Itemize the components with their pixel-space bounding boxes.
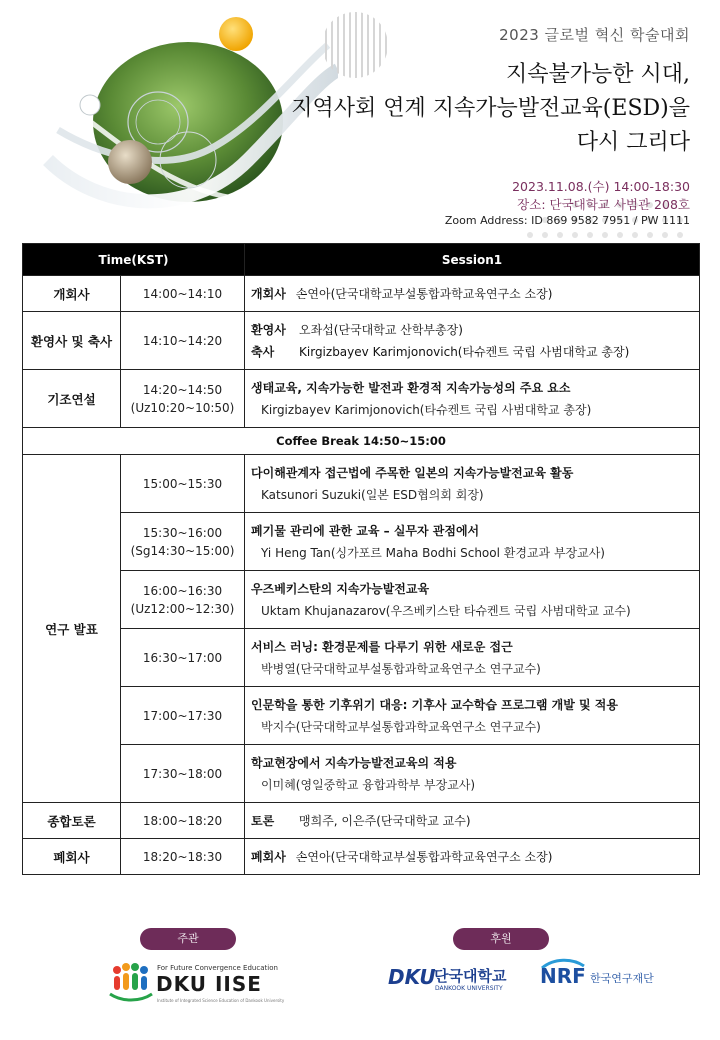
time-local: (Sg14:30~15:00)	[130, 543, 235, 558]
event-title	[291, 58, 690, 160]
row-content	[245, 571, 700, 629]
speaker: Uktam Khujanazarov(우즈베키스탄 타슈켄트 국립 사범대학교 교수)	[261, 603, 631, 618]
row-content	[245, 687, 700, 745]
table-header-row	[23, 244, 700, 276]
talk-title: 다이해관계자 접근법에 주목한 일본의 지속가능발전교육 활동	[251, 465, 574, 480]
row-label: 종합토론	[23, 803, 121, 839]
host-badge: 주관	[140, 928, 236, 950]
table-row	[23, 629, 700, 687]
row-time: 14:10~14:20	[121, 312, 245, 370]
role-label: 환영사	[251, 322, 286, 337]
coffee-break-row	[23, 428, 700, 455]
role-label: 폐회사	[251, 849, 286, 864]
person-name: 손연아(단국대학교부설통합과학교육연구소 소장)	[295, 286, 553, 301]
table-row	[23, 745, 700, 803]
time-local: (Uz12:00~12:30)	[130, 601, 235, 616]
event-date: 2023.11.08.(수) 14:00-18:30	[512, 179, 690, 194]
row-time	[121, 455, 245, 513]
iise-subtitle: Institute of Integrated Science Education of Dankook University	[157, 998, 285, 1003]
row-label: 연구 발표	[23, 455, 121, 803]
header-session: Session1	[245, 244, 700, 276]
row-label: 기조연설	[23, 370, 121, 428]
nrf-mark: NRF	[540, 964, 586, 988]
row-label: 개회사	[23, 276, 121, 312]
row-time	[121, 629, 245, 687]
talk-title: 학교현장에서 지속가능발전교육의 적용	[251, 755, 457, 770]
person-name: 맹희주, 이은주(단국대학교 교수)	[299, 813, 471, 828]
row-content	[245, 455, 700, 513]
speaker: 박지수(단국대학교부설통합과학교육연구소 연구교수)	[261, 719, 541, 734]
dku-mark: DKU	[388, 965, 436, 989]
row-time: 18:20~18:30	[121, 839, 245, 875]
table-row	[23, 803, 700, 839]
table-row	[23, 455, 700, 513]
hero-banner	[0, 0, 720, 240]
row-time: 14:00~14:10	[121, 276, 245, 312]
dku-iise-logo	[108, 960, 285, 1006]
time-kst: 17:30~18:00	[142, 766, 223, 781]
nrf-logo	[540, 958, 660, 1002]
role-label: 토론	[251, 813, 275, 828]
dankook-university-logo	[388, 963, 528, 1003]
row-content	[245, 839, 700, 875]
event-datetime	[512, 178, 690, 214]
speaker: 이미혜(영일중학교 융합과학부 부장교사)	[261, 777, 476, 792]
row-content	[245, 312, 700, 370]
talk-title: 서비스 러닝: 환경문제를 다루기 위한 새로운 접근	[251, 639, 513, 654]
title-line: 지역사회 연계 지속가능발전교육(ESD)을	[291, 96, 690, 121]
table-row	[23, 513, 700, 571]
row-time: 18:00~18:20	[121, 803, 245, 839]
coffee-break: Coffee Break 14:50~15:00	[23, 428, 700, 455]
person-name: 오좌섭(단국대학교 산학부총장)	[299, 322, 463, 337]
time-kst: 15:00~15:30	[142, 476, 223, 491]
row-time	[121, 571, 245, 629]
row-label: 환영사 및 축사	[23, 312, 121, 370]
header-time: Time(KST)	[23, 244, 245, 276]
time-kst: 15:30~16:00	[142, 525, 223, 540]
row-content	[245, 370, 700, 428]
conference-name: 2023 글로벌 혁신 학술대회	[499, 26, 690, 44]
row-time	[121, 745, 245, 803]
row-content	[245, 629, 700, 687]
dku-name-en: DANKOOK UNIVERSITY	[435, 985, 503, 992]
iise-tagline: For Future Convergence Education	[157, 964, 278, 972]
nrf-name: 한국연구재단	[590, 972, 654, 985]
zoom-address: Zoom Address: ID 869 9582 7951 / PW 1111	[444, 214, 690, 227]
speaker: Kirgizbayev Karimjonovich(타슈켄트 국립 사범대학교 총장)	[261, 402, 592, 417]
speaker: Yi Heng Tan(싱가포르 Maha Bodhi School 환경교과 부장교사)	[261, 545, 605, 560]
iise-name: DKU IISE	[156, 972, 262, 996]
time-kst: 14:20~14:50	[142, 382, 223, 397]
talk-title: 폐기물 관리에 관한 교육 – 실무자 관점에서	[251, 523, 480, 538]
schedule-table	[22, 243, 700, 875]
table-row	[23, 687, 700, 745]
table-row	[23, 839, 700, 875]
time-kst: 16:00~16:30	[142, 583, 223, 598]
row-content	[245, 745, 700, 803]
people-figures-icon	[108, 962, 154, 1004]
row-content	[245, 513, 700, 571]
table-row	[23, 312, 700, 370]
talk-title: 생태교육, 지속가능한 발전과 환경적 지속가능성의 주요 요소	[251, 380, 571, 395]
talk-title: 우즈베키스탄의 지속가능발전교육	[251, 581, 430, 596]
sponsor-badge: 후원	[453, 928, 549, 950]
role-label: 축사	[251, 344, 275, 359]
time-kst: 16:30~17:00	[142, 650, 223, 665]
row-content	[245, 803, 700, 839]
table-row	[23, 571, 700, 629]
row-label: 폐회사	[23, 839, 121, 875]
row-time	[121, 687, 245, 745]
title-line: 지속불가능한 시대,	[505, 62, 690, 87]
table-row	[23, 370, 700, 428]
time-kst: 17:00~17:30	[142, 708, 223, 723]
talk-title: 인문학을 통한 기후위기 대응: 기후사 교수학습 프로그램 개발 및 적용	[251, 697, 618, 712]
role-label: 개회사	[251, 286, 286, 301]
row-time	[121, 370, 245, 428]
person-name: Kirgizbayev Karimjonovich(타슈켄트 국립 사범대학교 총장)	[299, 344, 630, 359]
table-row	[23, 276, 700, 312]
footer	[0, 920, 720, 1040]
speaker: 박병열(단국대학교부설통합과학교육연구소 연구교수)	[261, 661, 541, 676]
event-venue: 장소: 단국대학교 사범관 208호	[517, 197, 690, 212]
person-name: 손연아(단국대학교부설통합과학교육연구소 소장)	[295, 849, 553, 864]
speaker: Katsunori Suzuki(일본 ESD협의회 회장)	[261, 487, 484, 502]
row-time	[121, 513, 245, 571]
row-content	[245, 276, 700, 312]
dku-name: 단국대학교	[434, 967, 507, 985]
title-line: 다시 그리다	[576, 130, 690, 155]
time-local: (Uz10:20~10:50)	[130, 400, 235, 415]
